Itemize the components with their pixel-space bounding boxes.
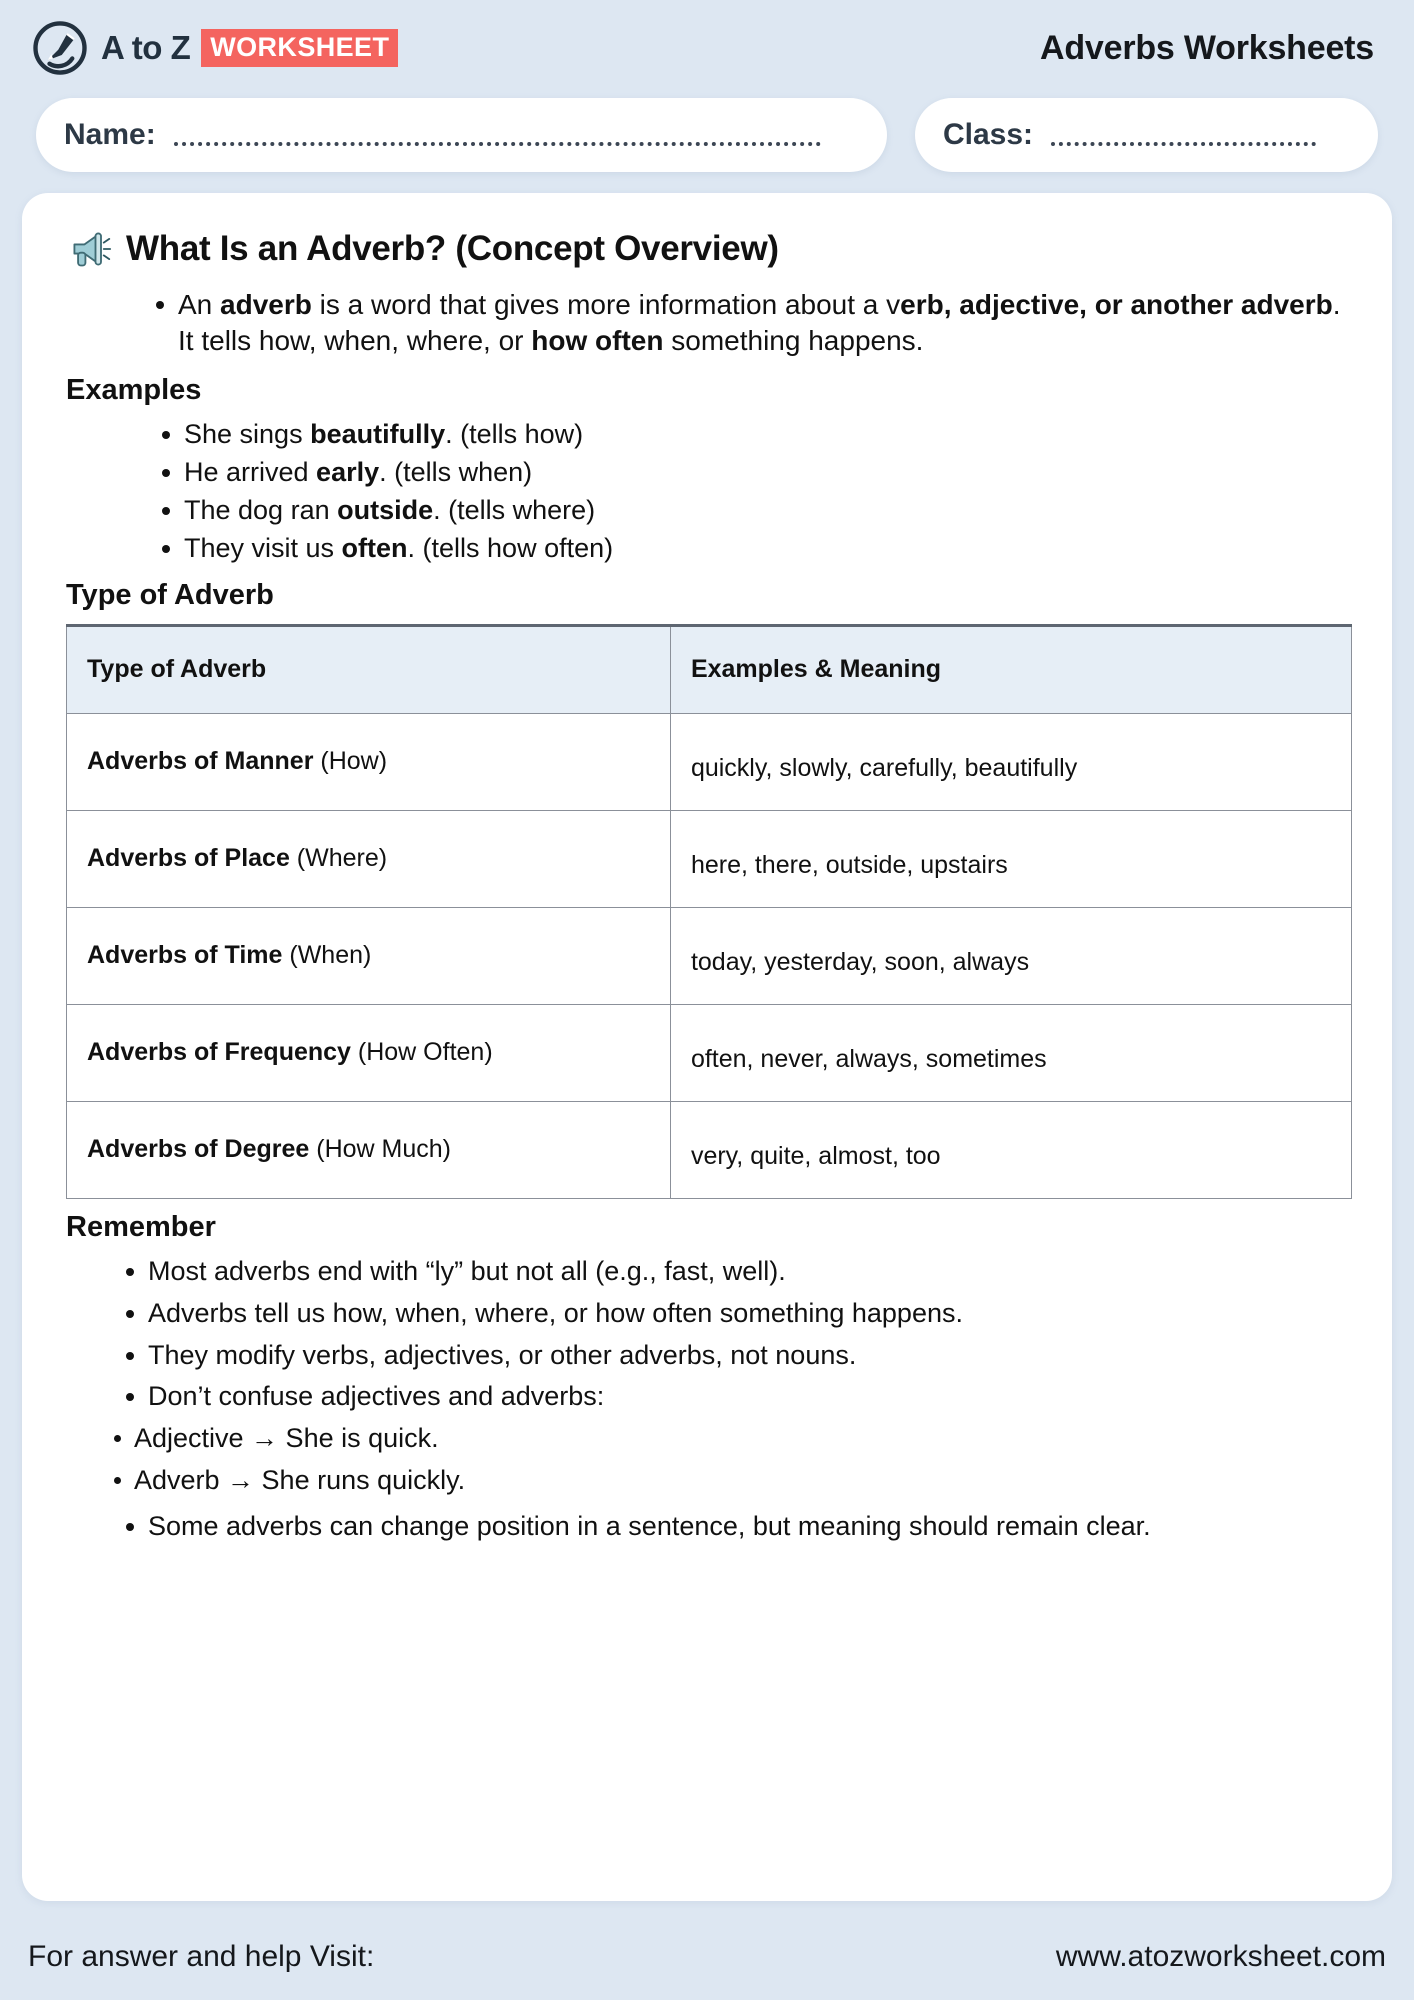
intro-bold1: adverb bbox=[220, 289, 312, 320]
column-header-examples: Examples & Meaning bbox=[670, 625, 1351, 713]
intro-part4: something happens. bbox=[663, 324, 924, 356]
page-title: Adverbs Worksheets bbox=[1039, 28, 1374, 67]
intro-bullet bbox=[144, 287, 1350, 358]
pen-circle-logo-icon bbox=[32, 20, 88, 76]
brand-wordmark bbox=[101, 29, 398, 67]
example-adverb: often bbox=[341, 532, 408, 563]
examples-text: very, quite, almost, too bbox=[690, 1142, 941, 1171]
cell-adverb-type bbox=[67, 1004, 671, 1101]
examples-text: quickly, slowly, carefully, beautifully bbox=[690, 754, 1078, 783]
remember-list-continued bbox=[114, 1509, 1350, 1545]
type-name: Adverbs of Time bbox=[87, 941, 283, 970]
page-footer bbox=[0, 1940, 1414, 1974]
remember-item: Adverbs tell us how, when, where, or how often something happens. bbox=[114, 1296, 1350, 1332]
example-lead: She sings bbox=[184, 419, 311, 450]
table-heading: Type of Adverb bbox=[66, 578, 274, 611]
examples-text: often, never, always, sometimes bbox=[690, 1045, 1047, 1074]
intro-part2: is a word that gives more information about a v bbox=[311, 289, 901, 320]
cell-adverb-type bbox=[67, 1101, 671, 1198]
brand-badge: WORKSHEET bbox=[201, 29, 398, 67]
adjective-adverb-comparison-list bbox=[102, 1421, 1350, 1499]
content-card bbox=[22, 193, 1392, 1901]
student-info-row bbox=[22, 98, 1392, 172]
table-row bbox=[67, 713, 1352, 810]
class-field[interactable] bbox=[915, 98, 1378, 172]
footer-website-link[interactable]: www.atozworksheet.com bbox=[1055, 1940, 1386, 1973]
table-row bbox=[67, 907, 1352, 1004]
name-field[interactable] bbox=[36, 98, 887, 172]
table-row bbox=[67, 810, 1352, 907]
table-header-row bbox=[67, 625, 1352, 713]
example-tail: . (tells how often) bbox=[407, 532, 614, 563]
example-tail: . (tells how) bbox=[445, 419, 584, 450]
intro-bold2: erb, adjective, or another adverb bbox=[900, 289, 1333, 320]
column-header-type: Type of Adverb bbox=[67, 625, 671, 713]
type-question: (When) bbox=[282, 941, 372, 970]
table-row bbox=[67, 1004, 1352, 1101]
remember-item: They modify verbs, adjectives, or other adverbs, not nouns. bbox=[114, 1338, 1350, 1374]
table-row bbox=[67, 1101, 1352, 1198]
megaphone-icon bbox=[68, 227, 112, 271]
type-name: Adverbs of Frequency bbox=[87, 1038, 351, 1067]
cell-adverb-examples bbox=[670, 1004, 1351, 1101]
type-question: (Where) bbox=[289, 844, 388, 873]
remember-item: Some adverbs can change position in a sentence, but meaning should remain clear. bbox=[114, 1509, 1350, 1545]
example-tail: . (tells where) bbox=[433, 494, 596, 525]
concept-overview-title: What Is an Adverb? (Concept Overview) bbox=[126, 229, 779, 268]
example-adverb: early bbox=[316, 457, 380, 487]
footer-help-text: For answer and help Visit: bbox=[28, 1940, 375, 1973]
type-question: (How Often) bbox=[350, 1038, 493, 1067]
intro-part3: . It tells how, when, where, or bbox=[178, 289, 1341, 356]
intro-bold3: how often bbox=[531, 324, 664, 356]
remember-list bbox=[114, 1254, 1350, 1416]
example-lead: They visit us bbox=[184, 532, 342, 563]
example-tail: . (tells when) bbox=[379, 457, 533, 487]
example-adverb: beautifully bbox=[310, 419, 446, 450]
name-input-line[interactable] bbox=[174, 126, 821, 146]
page-header bbox=[22, 0, 1392, 96]
class-label: Class: bbox=[943, 118, 1034, 151]
remember-item: Don’t confuse adjectives and adverbs: bbox=[114, 1379, 1350, 1415]
example-item bbox=[150, 417, 1350, 453]
type-name: Adverbs of Degree bbox=[87, 1135, 310, 1164]
comparison-item-adverb: Adverb → She runs quickly. bbox=[102, 1463, 1350, 1499]
name-label: Name: bbox=[64, 118, 156, 151]
comparison-item-adjective: Adjective → She is quick. bbox=[102, 1421, 1350, 1457]
cell-adverb-type bbox=[67, 810, 671, 907]
cell-adverb-type bbox=[67, 907, 671, 1004]
class-input-line[interactable] bbox=[1051, 126, 1316, 146]
example-lead: The dog ran bbox=[184, 494, 338, 525]
cell-adverb-examples bbox=[670, 713, 1351, 810]
examples-heading: Examples bbox=[66, 374, 202, 407]
examples-text: today, yesterday, soon, always bbox=[690, 948, 1030, 977]
type-name: Adverbs of Place bbox=[87, 844, 290, 873]
example-item bbox=[150, 493, 1350, 529]
examples-list bbox=[150, 417, 1350, 567]
concept-overview-heading bbox=[68, 227, 1350, 271]
examples-text: here, there, outside, upstairs bbox=[690, 851, 1008, 880]
adverb-types-table bbox=[66, 624, 1352, 1199]
remember-item: Most adverbs end with “ly” but not all (e.g., fast, well). bbox=[114, 1254, 1350, 1290]
example-adverb: outside bbox=[337, 494, 434, 525]
cell-adverb-examples bbox=[670, 810, 1351, 907]
intro-bullet-list bbox=[144, 287, 1350, 358]
cell-adverb-type bbox=[67, 713, 671, 810]
type-name: Adverbs of Manner bbox=[87, 747, 314, 776]
cell-adverb-examples bbox=[670, 1101, 1351, 1198]
example-item bbox=[150, 531, 1350, 567]
example-item bbox=[150, 455, 1350, 491]
brand-name: A to Z bbox=[101, 29, 191, 66]
brand-logo bbox=[32, 20, 398, 76]
remember-heading: Remember bbox=[66, 1210, 216, 1243]
cell-adverb-examples bbox=[670, 907, 1351, 1004]
type-question: (How Much) bbox=[309, 1135, 451, 1164]
type-question: (How) bbox=[313, 747, 388, 776]
intro-part1: An bbox=[178, 289, 221, 320]
example-lead: He arrived bbox=[184, 457, 317, 487]
